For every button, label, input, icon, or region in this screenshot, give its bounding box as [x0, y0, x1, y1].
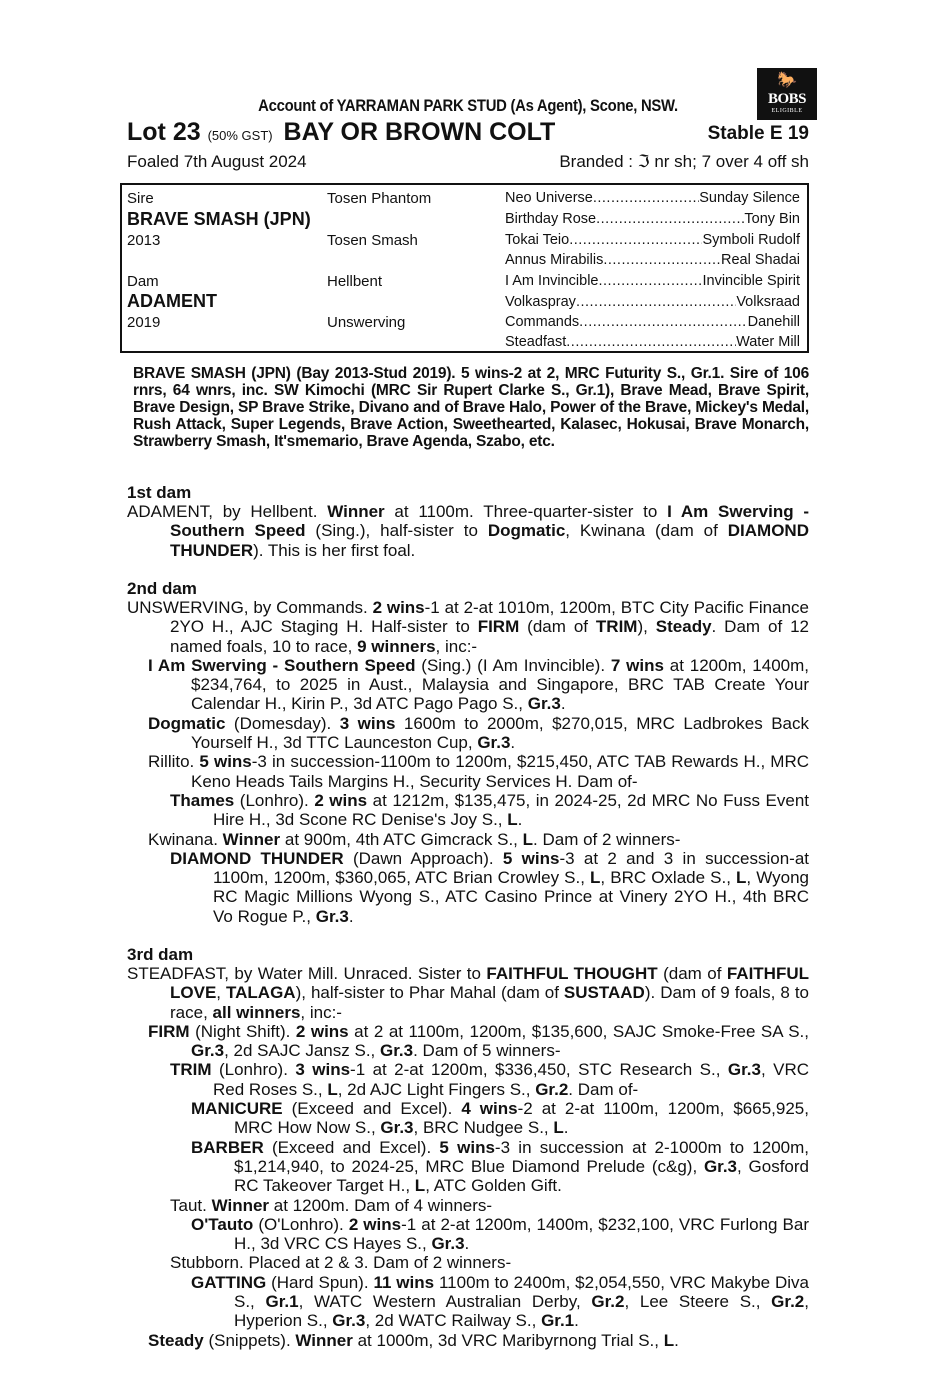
progeny-entry: Stubborn. Placed at 2 & 3. Dam of 2 winners-: [170, 1253, 512, 1273]
progeny-entry: TRIM (Lonhro). 3 wins-1 at 2-at 1200m, $336,450, STC Research S., Gr.3, VRC Red Roses S., L, 2d AJC Light Fingers S., Gr.2. Dam of-: [170, 1060, 810, 1099]
grandparent-row: Steadfast ..... Water Mill: [505, 334, 800, 350]
horse-icon: 🐎: [777, 72, 797, 89]
progeny-entry: Steady (Snippets). Winner at 1000m, 3d VRC Maribyrnong Trial S., L.: [148, 1330, 679, 1350]
stable-location: Stable E 19: [707, 123, 809, 144]
progeny-entry: I Am Swerving - Southern Speed (Sing.) (I Am Invincible). 7 wins at 1200m, 1400m, $234,764, to 2025 in Aust., Malaysia and Singapore, BRC TAB Create Your Calendar H., Kirin P., 3d ATC Pago Pago S., Gr.3.: [148, 655, 810, 714]
dam-paragraph: ADAMENT, by Hellbent. Winner at 1100m. Three-quarter-sister to I Am Swerving - Southern Speed (Sing.), half-sister to Dogmatic, Kwinana (dam of DIAMOND THUNDER). This is her first foal.: [127, 502, 809, 560]
dam-paragraph: UNSWERVING, by Commands. 2 wins-1 at 2-at 1010m, 1200m, BTC City Pacific Finance 2YO H., AJC Staging H. Half-sister to FIRM (dam of TRIM), Steady. Dam of 12 named foals, 10 to race, 9 winners, inc:-: [127, 598, 809, 656]
progeny-entry: Kwinana. Winner at 900m, 4th ATC Gimcrack S., L. Dam of 2 winners-: [148, 829, 681, 849]
sire-sire: Tosen Phantom: [327, 190, 432, 207]
third-dam-section: [127, 945, 809, 1350]
dam-name: ADAMENT: [127, 291, 217, 311]
first-dam-section: [127, 483, 809, 560]
dam-dam: Unswerving: [327, 314, 406, 331]
lot-line: [127, 118, 809, 148]
grandparent-row: Tokai Teio ..... Symboli Rudolf: [505, 232, 800, 248]
vendor-account: Account of YARRAMAN PARK STUD (As Agent), Scone, NSW.: [258, 97, 678, 115]
grandparent-row: Commands ..... Danehill: [505, 314, 800, 330]
progeny-entry: Rillito. 5 wins-3 in succession-1100m to 1200m, $215,450, ATC TAB Rewards H., MRC Keno Heads Tails Margins H., Security Services H. Dam of-: [148, 752, 810, 791]
dam-year: 2019: [127, 314, 161, 331]
grandparent-row: Birthday Rose ..... Tony Bin: [505, 211, 800, 227]
progeny-entry: O'Tauto (O'Lonhro). 2 wins-1 at 2-at 1200m, 1400m, $232,100, VRC Furlong Bar H., 3d VRC CS Hayes S., Gr.3.: [191, 1214, 809, 1254]
dam-label: Dam: [127, 273, 159, 290]
logo-text: BOBS: [767, 91, 807, 107]
lot-number: Lot 23: [127, 118, 201, 146]
gst-note: (50% GST): [207, 128, 273, 143]
progeny-entry: GATTING (Hard Spun). 11 wins 1100m to 2400m, $2,054,550, VRC Makybe Diva S., Gr.1, WATC Western Australian Derby, Gr.2, Lee Steere S., Gr.2, Hyperion S., Gr.3, 2d WATC Railway S., Gr.1.: [191, 1272, 810, 1331]
dam-sire: Hellbent: [327, 273, 383, 290]
second-dam-section: [127, 579, 809, 926]
progeny-entry: BARBER (Exceed and Excel). 5 wins-3 in succession at 2-1000m to 1200m, $1,214,940, to 2024-25, MRC Blue Diamond Prelude (c&g), Gr.3, Gosford RC Takeover Target H., L, ATC Golden Gift.: [191, 1137, 810, 1196]
grandparent-row: Annus Mirabilis ..... Real Shadai: [505, 252, 800, 268]
grandparent-row: I Am Invincible ..... Invincible Spirit: [505, 273, 800, 289]
progeny-entry: Taut. Winner at 1200m. Dam of 4 winners-: [170, 1195, 493, 1215]
sire-year: 2013: [127, 232, 161, 249]
horse-description: BAY OR BROWN COLT: [283, 118, 556, 146]
logo-subtext: ELIGIBLE: [771, 108, 803, 114]
grandparent-row: Volkaspray ..... Volksraad: [505, 294, 800, 310]
lot-heading: [127, 118, 555, 147]
foaled-date: Foaled 7th August 2024: [127, 152, 307, 171]
progeny-entry: Dogmatic (Domesday). 3 wins 1600m to 2000m, $270,015, MRC Ladbrokes Back Yourself H., 3d TTC Launceston Cup, Gr.3.: [148, 713, 810, 753]
section-heading: 2nd dam: [127, 579, 197, 598]
brand-marks: Branded : ℑ nr sh; 7 over 4 off sh: [559, 152, 809, 171]
progeny-entry: MANICURE (Exceed and Excel). 4 wins-2 at 2-at 1100m, 1200m, $665,925, MRC How Now S., Gr.3, BRC Nudgee S., L.: [191, 1099, 809, 1138]
sire-name: BRAVE SMASH (JPN): [127, 209, 311, 229]
grandparent-row: Neo Universe ..... Sunday Silence: [505, 190, 800, 206]
sire-dam: Tosen Smash: [327, 232, 418, 249]
section-heading: 1st dam: [127, 483, 192, 502]
pedigree-table: [120, 183, 809, 353]
section-heading: 3rd dam: [127, 945, 194, 964]
dam-paragraph: STEADFAST, by Water Mill. Unraced. Sister to FAITHFUL THOUGHT (dam of FAITHFUL LOVE, TALAGA), half-sister to Phar Mahal (dam of SUSTAAD). Dam of 9 foals, 8 to race, all winners, inc:-: [127, 964, 809, 1022]
progeny-entry: FIRM (Night Shift). 2 wins at 2 at 1100m, 1200m, $135,600, SAJC Smoke-Free SA S., Gr.3, 2d SAJC Jansz S., Gr.3. Dam of 5 winners-: [148, 1021, 809, 1061]
progeny-entry: DIAMOND THUNDER (Dawn Approach). 5 wins-3 at 2 and 3 in succession-at 1100m, 1200m, $360,065, ATC Brian Crowley S., L, BRC Oxlade S., L, Wyong RC Magic Millions Wyong S., ATC Casino Prince at Vinery 2YO H., 4th BRC Vo Rogue P., Gr.3.: [170, 848, 810, 926]
sire-summary: BRAVE SMASH (JPN) (Bay 2013-Stud 2019). 5 wins-2 at 2, MRC Futurity S., Gr.1. Sire of 106 rnrs, 64 wnrs, inc. SW Kimochi (MRC Sir Rupert Clarke S., Gr.1), Brave Mead, Brave Spirit, Brave Design, SP Brave Strike, Divano and of Brave Halo, Power of the Brave, Mickey's Medal, Rush Attack, Super Legends, Brave Action, Sweethearted, Kalasec, Hokusai, Brave Monarch, Strawberry Smash, It'smemario, Brave Agenda, Szabo, etc.: [133, 365, 809, 450]
sire-label: Sire: [127, 190, 154, 207]
progeny-entry: Thames (Lonhro). 2 wins at 1212m, $135,475, in 2024-25, 2d MRC No Fuss Event Hire H., 3d Scone RC Denise's Joy S., L.: [170, 790, 809, 830]
